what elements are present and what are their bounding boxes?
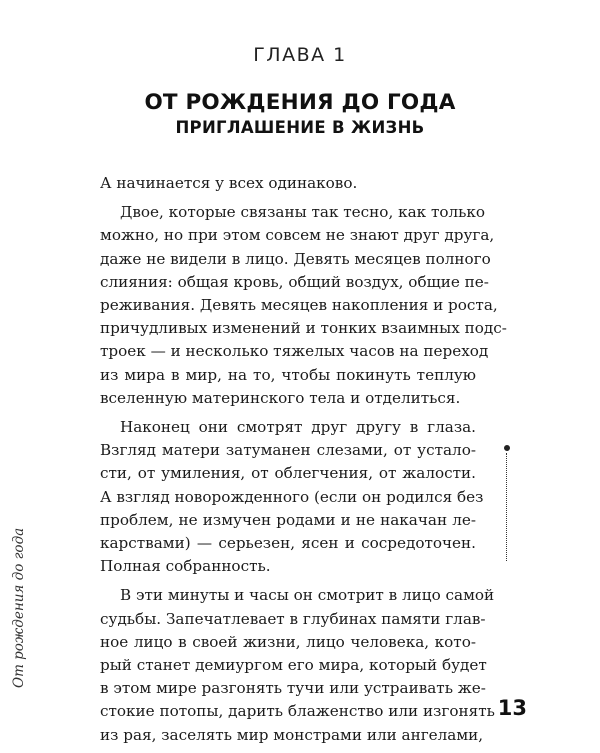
text-line: вселенную материнского тела и отделиться. [100, 388, 461, 407]
text-line: ное лицо в своей жизни, лицо человека, кото- [100, 632, 476, 651]
text-line: Полная собранность. [100, 557, 271, 576]
text-line: причудливых изменений и тонких взаимных подс- [100, 319, 507, 338]
running-head: От рождения до года [11, 527, 27, 688]
chapter-title: ОТ РОЖДЕНИЯ ДО ГОДА [144, 90, 456, 115]
body-text [100, 172, 507, 753]
chapter-subtitle: ПРИГЛАШЕНИЕ В ЖИЗНЬ [175, 118, 425, 137]
text-line: троек — и несколько тяжелых часов на переход [100, 342, 489, 361]
text-line: в этом мире разгонять тучи или устраивать жe- [100, 679, 486, 698]
text-line: рый станет демиургом его мира, который будет [100, 656, 487, 675]
text-line: стокие потопы, дарить блаженство или изгонять [100, 702, 495, 721]
text-line: Двое, которые связаны так тесно, как только [120, 203, 486, 222]
text-line: А начинается у всех одинаково. [100, 174, 358, 192]
text-line: В эти минуты и часы он смотрит в лицо самой [120, 586, 495, 605]
chapter-label: ГЛАВА 1 [253, 44, 347, 66]
text-line: Наконец они смотрят друг другу в глаза. [120, 418, 476, 437]
paragraph [100, 201, 507, 410]
text-line: проблем, не измучен родами и не накачан ле- [100, 510, 476, 529]
text-line: А взгляд новорожденного (если он родился без [100, 487, 484, 506]
paragraph [100, 172, 476, 195]
text-line: даже не видели в лицо. Девять месяцев полного [100, 249, 491, 268]
page-number: 13 [497, 696, 527, 720]
text-line: можно, но при этом совсем не знают друг друга, [100, 226, 495, 245]
paragraph [100, 584, 495, 746]
text-line: судьбы. Запечатлевает в глубинах памяти глав- [100, 609, 486, 628]
running-head-rule [506, 453, 507, 561]
text-line: реживания. Девять месяцев накопления и роста, [100, 296, 498, 315]
text-line: из рая, заселять мир монстрами или ангелами, [100, 725, 484, 744]
running-head-ornament [496, 445, 518, 690]
text-line: карствами) — серьезен, ясен и сосредоточен. [100, 534, 476, 553]
text-line: слияния: общая кровь, общий воздух, общие пе- [100, 272, 489, 291]
text-line: Взгляд матери затуманен слезами, от устало- [100, 441, 476, 460]
text-line: из мира в мир, на то, чтобы покинуть теплую [100, 365, 476, 384]
text-line: сти, от умиления, от облегчения, от жалости. [100, 464, 476, 483]
running-head-dot [504, 445, 510, 451]
paragraph [100, 416, 484, 578]
